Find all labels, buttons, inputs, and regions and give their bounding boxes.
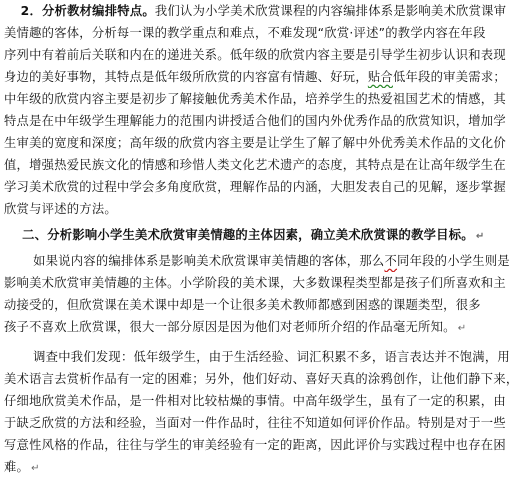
para-b-line-2: 美术语言去赏析作品有一定的困难；另外，他们好动、喜好天真的涂鸦创作，让他们静下来， [4,372,519,386]
section2-line-4 [4,66,506,88]
para-a-line-4 [4,316,466,338]
section2-line-9: 学习美术欣赏的过程中学会多角度欣赏，理解作品的内涵，大胆发表自己的见解，逐步掌握 [4,180,506,194]
paragraph-mark-icon: ↵ [31,463,40,474]
text-span: 调查中我们发现：低年级学生，由于生活经验、词汇积累不多，语言表达并不饱满，用 [33,350,510,364]
section-heading-text: 二、分析影响小学生美术欣赏审美情趣的主体因素，确立美术欣赏课的教学目标。 [22,228,474,242]
section2-line-8: 值，增强热爱民族文化的情感和珍惜人类文化艺术遗产的态度，其特点是在让高年级学生在 [4,158,506,172]
text-span: 欣赏与评述的方法。 [4,202,117,216]
text-span: 同年段的小学生则是 [397,254,510,268]
para-b-line-1 [4,346,510,368]
grammar-flag-text[interactable]: 贴合 [367,70,393,84]
para-b-line-4: 于缺乏欣赏的方法和经验，当面对一件作品时，往往不知道如何评价作品。特别是对于一些 [4,416,506,430]
section2-line-3: 序列中有着前后关联和内在的递进关系。低年级的欣赏内容主要是引导学生初步认识和表现 [4,48,506,62]
section2-line-10 [4,198,117,220]
section2-line-1 [4,0,506,22]
section2-line-7: 生审美的宽度和深度；高年级的欣赏内容主要是让学生了解了解中外优秀美术作品的文化价 [4,136,506,150]
para-b-line-5: 写意性风格的作品，往往与学生的审美经验有一定的距离，因此评价与实践过程中也存在困 [4,438,506,452]
para-a-line-2: 影响美术欣赏审美情趣的主体。小学阶段的美术课，大多数课程类型都是孩子们所喜欢和主 [4,276,506,290]
text-span: 身边的美好事物，其特点是低年级所欣赏的内容富有情趣、好玩， [4,70,368,84]
text-span: 如果说内容的编排体系是影响美术欣赏课审美情趣的客体，那么 [33,254,385,268]
paragraph-mark-icon: ↵ [475,231,485,242]
section2-line-5: 中年级的欣赏内容主要是初步了解接触优秀美术作品，培养学生的热爱祖国艺术的情感，其 [4,92,506,106]
text-span: 孩子不喜欢上欣赏课，很大一部分原因是因为他们对老师所介绍的作品毫无所知。 [4,320,456,334]
text-span: 我们认为小学美术欣赏课程的内容编排体系是影响美术欣赏课审 [154,4,507,18]
spelling-flag-text[interactable]: 不 [384,254,398,268]
section2-heading: 2．分析教材编排特点。 [20,4,155,18]
paragraph-mark-icon: ↵ [457,323,467,334]
section2-line-6: 特点是在中年级学生理解能力的范围内讲授适合他们的国内外优秀作品的欣赏知识，增加学 [4,114,506,128]
para-b-line-3: 仔细地欣赏美术作品，是一件相对比较枯燥的事情。中高年级学生，虽有了一定的积累，由 [4,394,506,408]
para-a-line-1 [4,250,510,272]
section-heading [4,224,484,246]
text-span: 难。 [4,460,30,474]
section2-line-2: 美情趣的客体，分析每一课的教学重点和难点，不难发现“欣赏·评述”的教学内容在年段 [4,26,486,40]
para-b-line-6 [4,456,40,478]
text-span: 低年段的审美需求； [392,70,506,84]
para-a-line-3: 动接受的，但欣赏课在美术课中却是一个让很多美术教师都感到困惑的课题类型，很多 [4,298,481,312]
